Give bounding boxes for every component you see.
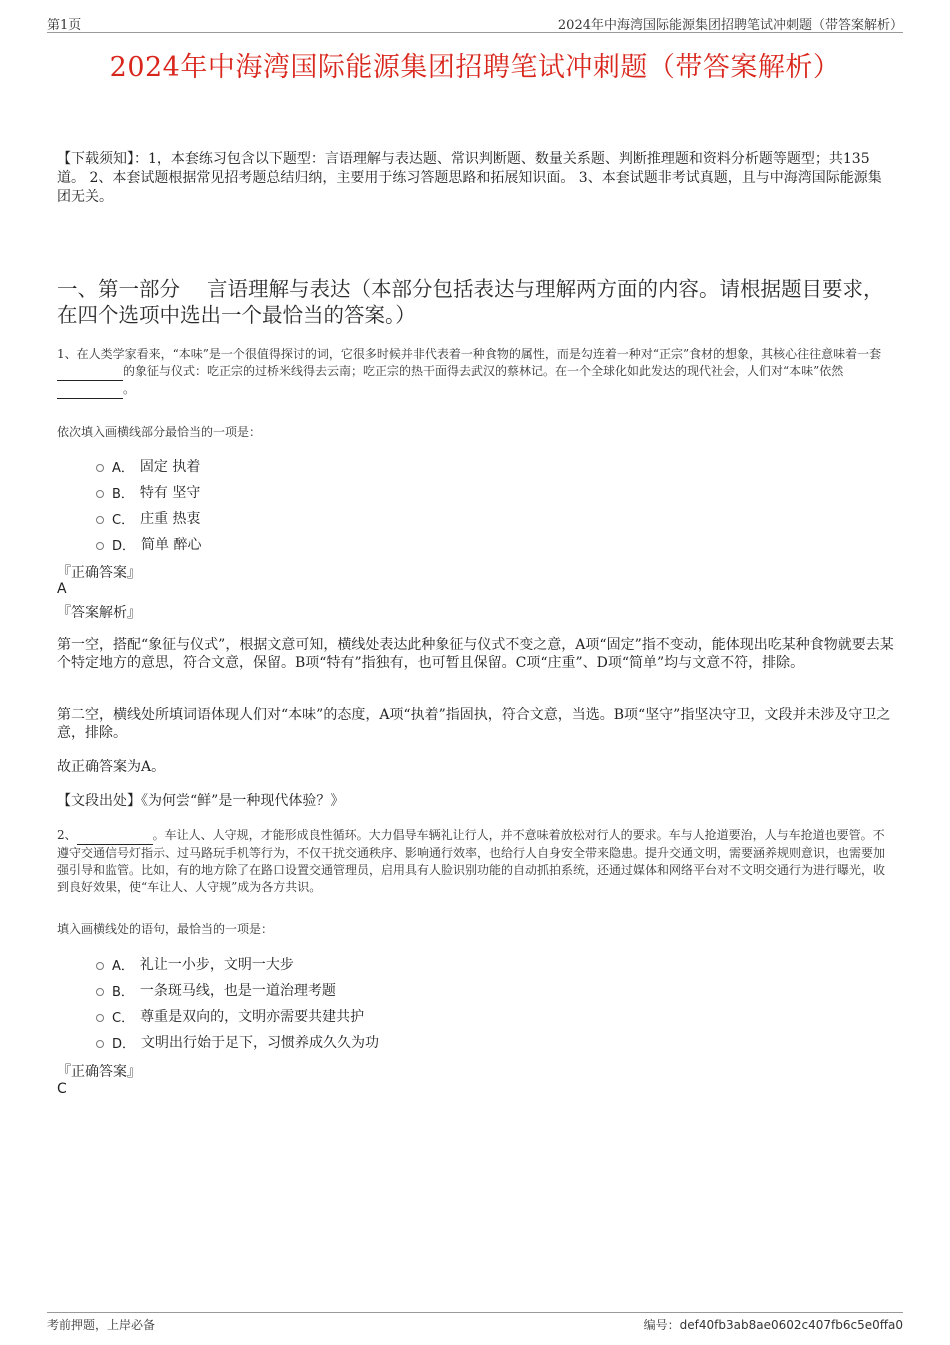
question-1-text-part-a: 1、在人类学家看来，“本味”是一个很值得探讨的词，它很多时候并非代表着一种食物的属性，而是勾连着一种对“正宗”食材的想象，其核心往往意味着一套 <box>57 347 882 361</box>
section-heading: 一、第一部分 言语理解与表达（本部分包括表达与理解两方面的内容。请根据题目要求，在四个选项中选出一个最恰当的答案。） <box>57 277 884 327</box>
download-notice: 【下载须知】：1，本套练习包含以下题型：言语理解与表达题、常识判断题、数量关系题、判断推理题和资料分析题等题型；共135道。 2、本套试题根据常见招考题总结归纳，主要用于练习答题思路和拓展知识面。 3、本套试题非考试真题，且与中海湾国际能源集团无关。 <box>57 151 882 205</box>
radio-icon[interactable] <box>96 516 104 524</box>
option-b[interactable]: B． 特有 坚守 <box>96 479 201 505</box>
page-header <box>47 12 903 33</box>
question-2-instruction: 填入画横线处的语句，最恰当的一项是： <box>57 922 274 936</box>
option-d[interactable]: D． 简单 醉心 <box>96 531 201 557</box>
radio-icon[interactable] <box>96 490 104 498</box>
footer-slogan: 考前押题，上岸必备 <box>47 1318 156 1332</box>
answer-blank-2 <box>57 381 123 399</box>
option-c[interactable]: C． 尊重是双向的，文明亦需要共建共护 <box>96 1003 379 1029</box>
document-title: 2024年中海湾国际能源集团招聘笔试冲刺题（带答案解析） <box>109 52 841 83</box>
option-a[interactable]: A． 礼让一小步，文明一大步 <box>96 951 379 977</box>
question-1-instruction: 依次填入画横线部分最恰当的一项是： <box>57 425 262 439</box>
radio-icon[interactable] <box>96 1014 104 1022</box>
answer-blank-1 <box>57 363 123 381</box>
header-doc-title: 2024年中海湾国际能源集团招聘笔试冲刺题（带答案解析） <box>557 18 903 33</box>
question-1-options <box>96 453 201 557</box>
correct-answer-label: 『正确答案』 <box>57 565 141 581</box>
option-c[interactable]: C． 庄重 热衷 <box>96 505 201 531</box>
radio-icon[interactable] <box>96 1040 104 1048</box>
analysis-label: 『答案解析』 <box>57 605 141 621</box>
question-2-number: 2、 <box>57 828 77 842</box>
footer-code-value: def40fb3ab8ae0602c407fb6c5e0ffa0 <box>679 1318 903 1332</box>
option-a[interactable]: A． 固定 执着 <box>96 453 201 479</box>
analysis-conclusion: 故正确答案为A。 <box>57 759 166 775</box>
question-2-text <box>57 827 895 896</box>
answer-blank-3 <box>77 827 153 845</box>
option-d[interactable]: D． 文明出行始于足下，习惯养成久久为功 <box>96 1029 379 1055</box>
page-footer <box>47 1312 903 1335</box>
question-2-options <box>96 951 379 1055</box>
correct-answer-value: A <box>57 581 67 597</box>
question-1-text <box>57 346 895 399</box>
radio-icon[interactable] <box>96 542 104 550</box>
radio-icon[interactable] <box>96 464 104 472</box>
footer-code <box>644 1316 903 1333</box>
analysis-paragraph-2: 第二空，横线处所填词语体现人们对“本味”的态度，A项“执着”指固执，符合文意，当选。B项“坚守”指坚决守卫，文段并未涉及守卫之意，排除。 <box>57 707 891 741</box>
question-1-text-part-b: 的象征与仪式：吃正宗的过桥米线得去云南；吃正宗的热干面得去武汉的蔡林记。在一个全球化如此发达的现代社会，人们对“本味”依然 <box>123 364 844 378</box>
question-1-text-part-c: 。 <box>123 382 136 396</box>
footer-code-label: 编号： <box>643 1318 680 1332</box>
analysis-paragraph-1: 第一空，搭配“象征与仪式”，根据文意可知，横线处表达此种象征与仪式不变之意，A项“固定”指不变动，能体现出吃某种食物就要去某个特定地方的意思，符合文意，保留。B项“特有”指独有，也可暂且保留。C项“庄重”、D项“简单”均与文意不符，排除。 <box>57 637 894 671</box>
question-2-body: 。车让人、人守规，才能形成良性循环。大力倡导车辆礼让行人，并不意味着放松对行人的要求。车与人抢道要治，人与车抢道也要管。不遵守交通信号灯指示、过马路玩手机等行为，不仅干扰交通秩序、影响通行效率，也给行人自身安全带来隐患。提升交通文明，需要涵养规则意识，也需要加强引导和监管。比如，有的地方除了在路口设置交通管理员，启用具有人脸识别功能的自动抓拍系统，还通过媒体和网络平台对不文明交通行为进行曝光，收到良好效果，使“车让人、人守规”成为各方共识。 <box>57 828 886 894</box>
option-b[interactable]: B． 一条斑马线，也是一道治理考题 <box>96 977 379 1003</box>
source-citation: 【文段出处】《为何尝“鲜”是一种现代体验？》 <box>57 793 345 809</box>
page-number: 第1页 <box>47 18 82 33</box>
radio-icon[interactable] <box>96 988 104 996</box>
radio-icon[interactable] <box>96 962 104 970</box>
correct-answer-label: 『正确答案』 <box>57 1064 141 1080</box>
correct-answer-value: C <box>57 1081 67 1097</box>
